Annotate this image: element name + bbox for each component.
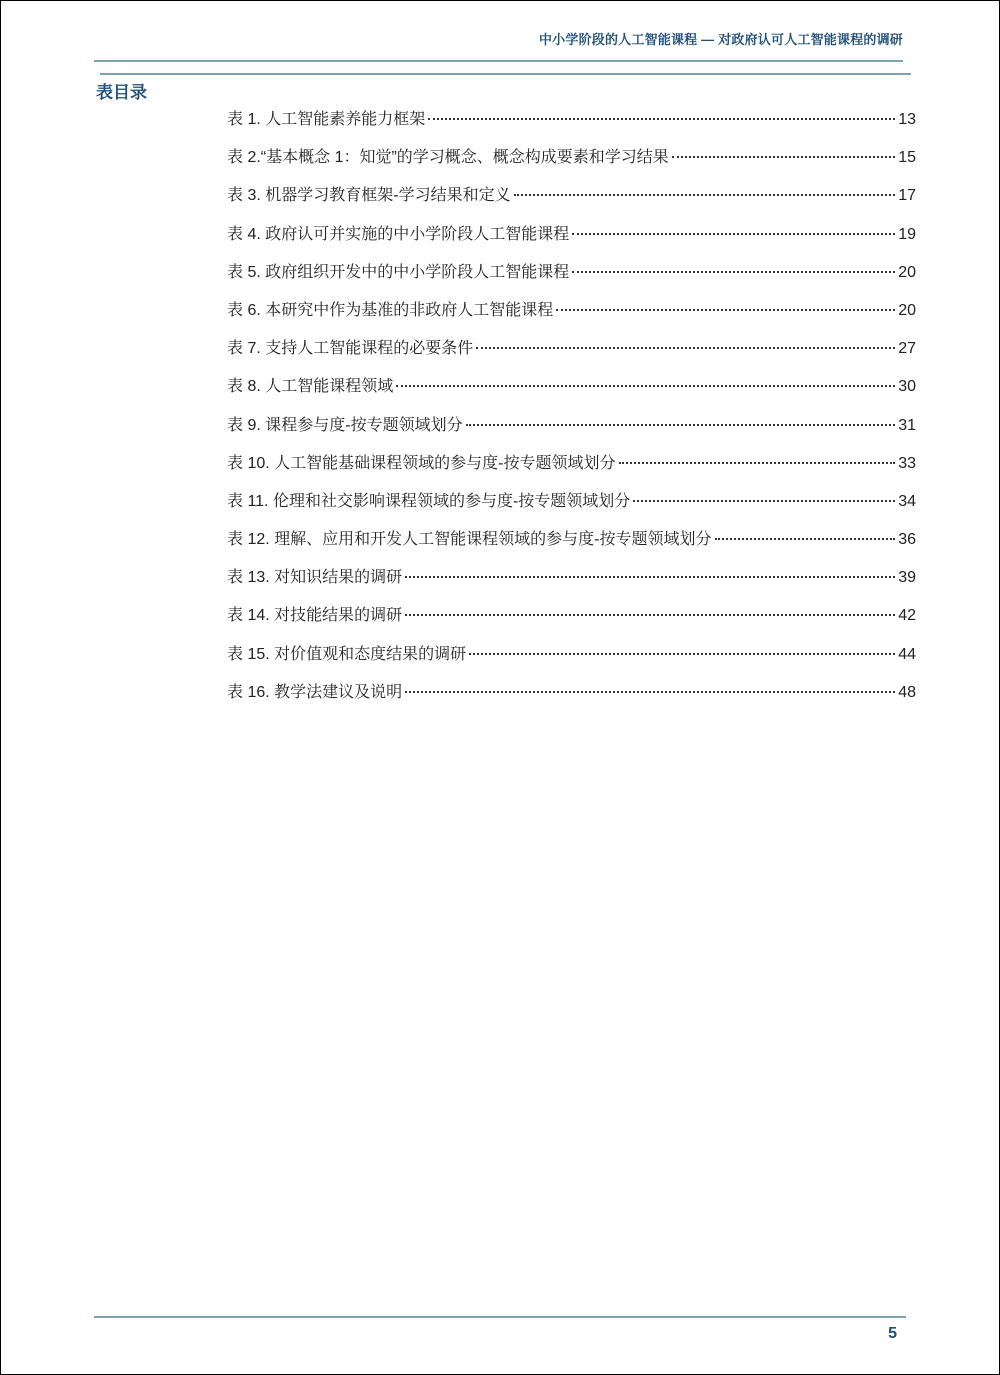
toc-entry[interactable]	[227, 297, 916, 335]
page-number: 5	[888, 1325, 897, 1342]
dot-leader	[556, 309, 895, 311]
toc-entry[interactable]	[227, 106, 916, 144]
dot-leader	[715, 538, 896, 540]
toc-entry[interactable]	[227, 450, 916, 488]
toc-entry-label	[227, 106, 425, 129]
dot-leader	[405, 691, 895, 693]
toc-entry[interactable]	[227, 412, 916, 450]
toc-entry-page: 13	[898, 111, 916, 128]
dot-leader	[428, 118, 895, 120]
toc-entry-prefix: 表 15.	[227, 645, 270, 663]
toc-entry-title: 机器学习教育框架-学习结果和定义	[265, 187, 511, 205]
dot-leader	[672, 156, 895, 158]
dot-leader	[514, 194, 896, 196]
toc-entry-page: 15	[898, 149, 916, 167]
toc-entry-label	[227, 335, 473, 358]
toc-entry-page: 33	[898, 454, 916, 472]
toc-entry-title: 人工智能课程领域	[265, 378, 394, 396]
toc-entry-prefix: 表 1.	[227, 111, 261, 128]
dot-leader	[572, 271, 895, 273]
toc-entry[interactable]	[227, 602, 916, 640]
toc-entry-title: 对价值观和态度结果的调研	[274, 645, 467, 663]
toc-entry[interactable]	[227, 564, 916, 602]
toc-entry-page: 34	[898, 492, 916, 510]
toc-entry-label	[227, 564, 402, 587]
toc-entry-prefix: 表 4.	[227, 225, 261, 243]
dot-leader	[466, 424, 896, 426]
toc-entry-title: 人工智能素养能力框架	[265, 111, 426, 128]
toc-entry-page: 17	[898, 187, 916, 205]
dot-leader	[572, 233, 895, 235]
toc-entry-page: 44	[898, 645, 916, 663]
toc-entry-prefix: 表 10.	[227, 454, 270, 472]
toc-entry-prefix: 表 2.	[227, 149, 261, 167]
dot-leader	[619, 462, 896, 464]
footer-rule	[94, 1316, 906, 1318]
toc-entry-title: 政府组织开发中的中小学阶段人工智能课程	[265, 263, 570, 281]
toc-entry-title: 理解、应用和开发人工智能课程领域的参与度-按专题领域划分	[274, 531, 712, 549]
toc-entry-prefix: 表 3.	[227, 187, 261, 205]
toc-entry[interactable]	[227, 373, 916, 411]
toc-entry-prefix: 表 6.	[227, 301, 261, 319]
toc-entry-prefix: 表 9.	[227, 416, 261, 434]
toc-entry-prefix: 表 13.	[227, 569, 270, 587]
dot-leader	[405, 614, 895, 616]
toc-entry-prefix: 表 11.	[227, 492, 269, 510]
toc-entry-prefix: 表 7.	[227, 340, 261, 358]
toc-entry-page: 42	[898, 607, 916, 625]
toc-entry-prefix: 表 14.	[227, 607, 270, 625]
toc-entry-title: 伦理和社交影响课程领域的参与度-按专题领域划分	[272, 492, 631, 510]
toc-entry-page: 27	[898, 340, 916, 358]
toc-entry-page: 20	[898, 263, 916, 281]
toc-entry-label	[227, 679, 402, 702]
toc-entry[interactable]	[227, 526, 916, 564]
toc-entry-page: 30	[898, 378, 916, 396]
toc-entry[interactable]	[227, 259, 916, 297]
toc-entry-label	[227, 526, 712, 549]
dot-leader	[396, 385, 895, 387]
toc-entry-label	[227, 221, 569, 244]
toc-entry-title: 对技能结果的调研	[274, 607, 403, 625]
dot-leader	[469, 653, 895, 655]
dot-leader	[476, 347, 895, 349]
toc-entry[interactable]	[227, 488, 916, 526]
toc-entry-title: “基本概念 1：知觉”的学习概念、概念构成要素和学习结果	[260, 149, 669, 167]
toc-entry-label	[227, 144, 669, 167]
toc-entry[interactable]	[227, 641, 916, 679]
dot-leader	[633, 500, 895, 502]
toc-entry-prefix: 表 12.	[227, 531, 270, 549]
toc-entry-page: 19	[898, 225, 916, 243]
header-rule-bottom	[100, 73, 911, 75]
toc-entry-label	[227, 641, 466, 664]
toc-entry-label	[227, 488, 630, 511]
dot-leader	[405, 576, 895, 578]
toc-entry-title: 教学法建议及说明	[274, 683, 403, 701]
toc-entry[interactable]	[227, 144, 916, 182]
toc-entry-title: 支持人工智能课程的必要条件	[265, 340, 474, 358]
table-of-tables	[227, 106, 916, 717]
toc-entry-label	[227, 602, 402, 625]
toc-entry-label	[227, 373, 393, 396]
toc-title: 表目录	[96, 83, 147, 102]
toc-entry-page: 39	[898, 569, 916, 587]
toc-entry-title: 对知识结果的调研	[274, 569, 403, 587]
toc-entry-title: 课程参与度-按专题领域划分	[265, 416, 463, 434]
toc-entry-prefix: 表 5.	[227, 263, 261, 281]
toc-entry-label	[227, 182, 511, 205]
toc-entry-label	[227, 297, 553, 320]
toc-entry[interactable]	[227, 182, 916, 220]
toc-entry-label	[227, 412, 463, 435]
running-header: 中小学阶段的人工智能课程 — 对政府认可人工智能课程的调研	[538, 32, 903, 47]
toc-entry-title: 政府认可并实施的中小学阶段人工智能课程	[265, 225, 570, 243]
toc-entry-prefix: 表 16.	[227, 683, 270, 701]
toc-entry-page: 48	[898, 683, 916, 701]
toc-entry-page: 36	[898, 531, 916, 549]
toc-entry-prefix: 表 8.	[227, 378, 261, 396]
toc-entry[interactable]	[227, 221, 916, 259]
toc-entry-page: 20	[898, 301, 916, 319]
toc-entry-label	[227, 450, 616, 473]
toc-entry-title: 人工智能基础课程领域的参与度-按专题领域划分	[274, 454, 616, 472]
toc-entry-page: 31	[898, 416, 916, 434]
toc-entry[interactable]	[227, 679, 916, 717]
toc-entry-label	[227, 259, 569, 282]
toc-entry[interactable]	[227, 335, 916, 373]
toc-entry-title: 本研究中作为基准的非政府人工智能课程	[265, 301, 554, 319]
header-rule-top	[94, 60, 903, 62]
